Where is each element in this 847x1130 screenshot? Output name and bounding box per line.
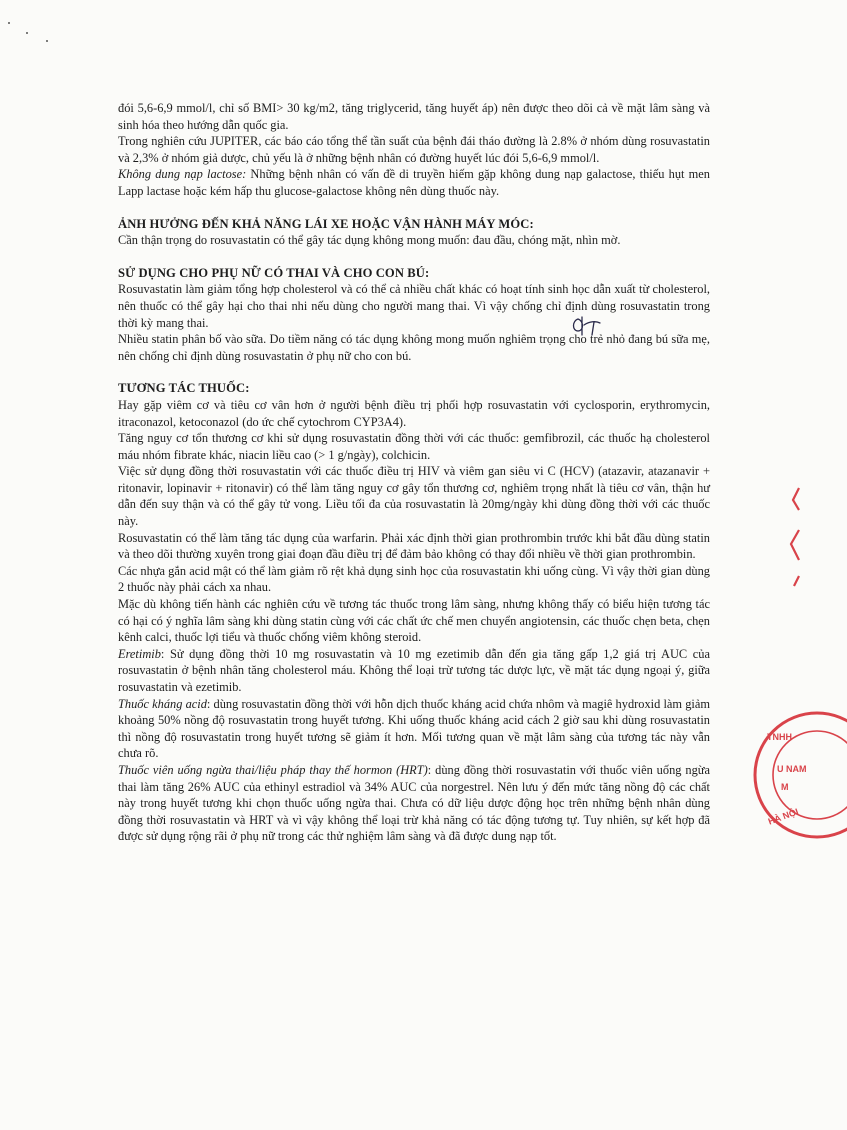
red-edge-mark bbox=[787, 480, 799, 600]
scan-speck bbox=[26, 32, 28, 34]
ezetimib-label: Eretimib bbox=[118, 646, 161, 661]
scan-speck bbox=[8, 22, 10, 24]
paragraph-interaction-3: Việc sử dụng đồng thời rosuvastatin với các thuốc điều trị HIV và viêm gan siêu vi C (HCV) (atazavir, atazanavir + ritonavir, lopinavir + ritonavir) có thể làm tăng nguy cơ gây tổn thương cơ, nghiêm trọng nhất là tiêu cơ vân, thận hư dẫn đến suy thận và có thể gây tử vong. Liều tối đa của rosuvastatin là 20mg/ngày khi dùng đồng thời với các thuốc này. bbox=[118, 464, 710, 529]
contraceptive-text: : dùng đồng thời rosuvastatin với thuốc viên uống ngừa thai làm tăng 26% AUC của ethinyl estradiol và 34% AUC của norgestrel. Nên lưu ý đến mức tăng nồng độ các chất này trong huyết tương khi chọn thuốc uống ngừa thai. Chưa có dữ liệu dược động học trên những bệnh nhân dùng đồng thời rosuvastatin và HRT và vì vậy không thể loại trừ khả năng có tác động tương tự. Tuy nhiên, sự kết hợp đã được sử dụng rộng rãi ở phụ nữ trong các thử nghiệm lâm sàng và đã được dung nạp tốt. bbox=[118, 762, 710, 844]
paragraph-contraceptive bbox=[118, 762, 710, 845]
lactose-text: Những bệnh nhân có vấn đề di truyền hiếm gặp không dung nạp galactose, thiếu hụt men Lapp lactase hoặc kém hấp thu glucose-galactose không nên dùng thuốc này. bbox=[118, 167, 710, 198]
paragraph-interaction-6: Mặc dù không tiến hành các nghiên cứu về tương tác thuốc trong lâm sàng, nhưng không thấy có biểu hiện tương tác có hại có ý nghĩa lâm sàng khi dùng statin cùng với các chất ức chế men chuyển angiotensin, các thuốc chẹn beta, chẹn kênh calci, thuốc lợi tiểu và thuốc chống viêm không steroid. bbox=[118, 597, 710, 645]
paragraph-interaction-4: Rosuvastatin có thể làm tăng tác dụng của warfarin. Phải xác định thời gian prothrombin trước khi bắt đầu dùng statin và theo dõi thường xuyên trong giai đoạn đầu điều trị để đảm bảo không có thay đổi nhiều về thời gian prothrombin. bbox=[118, 530, 710, 562]
antacid-label: Thuốc kháng acid bbox=[118, 696, 207, 711]
paragraph-lactose bbox=[118, 166, 710, 199]
stamp-text-3: M bbox=[781, 782, 789, 792]
heading-driving: ẢNH HƯỞNG ĐẾN KHẢ NĂNG LÁI XE HOẶC VẬN HÀNH MÁY MÓC: bbox=[118, 216, 534, 231]
stamp-text-2: U NAM bbox=[777, 764, 807, 774]
paragraph-ezetimib bbox=[118, 646, 710, 696]
paragraph-antacid bbox=[118, 696, 710, 762]
paragraph-pregnancy-2: Nhiều statin phân bố vào sữa. Do tiềm năng có tác dụng không mong muốn nghiêm trọng cho trẻ nhỏ đang bú sữa mẹ, nên chống chỉ định dùng rosuvastatin ở phụ nữ cho con bú. bbox=[118, 332, 710, 363]
lactose-label: Không dung nạp lactose: bbox=[118, 167, 247, 182]
paragraph-interaction-2: Tăng nguy cơ tổn thương cơ khi sử dụng rosuvastatin đồng thời với các thuốc: gemfibrozil, các thuốc hạ cholesterol máu nhóm fibrate khác, niacin liều cao (> 1 g/ngày), colchicin. bbox=[118, 431, 710, 462]
ezetimib-text: : Sử dụng đồng thời 10 mg rosuvastatin và 10 mg ezetimib dẫn đến gia tăng gấp 1,2 giá trị AUC của rosuvastatin ở bệnh nhân tăng cholesterol máu. Không thể loại trừ tương tác dược lực, về mặt tác dụng ngoại ý, giữa rosuvastatin và ezetimib. bbox=[118, 646, 710, 694]
paragraph-driving: Cần thận trọng do rosuvastatin có thể gây tác dụng không mong muốn: đau đầu, chóng mặt, nhìn mờ. bbox=[118, 233, 621, 248]
spacer bbox=[118, 364, 710, 380]
paragraph-interaction-1: Hay gặp viêm cơ và tiêu cơ vân hơn ở người bệnh điều trị phối hợp rosuvastatin với cyclosporin, erythromycin, itraconazol, ketoconazol (do ức chế cytochrom CYP3A4). bbox=[118, 397, 710, 429]
document-body bbox=[118, 100, 710, 845]
contraceptive-label: Thuốc viên uống ngừa thai/liệu pháp thay thế hormon (HRT) bbox=[118, 762, 428, 777]
spacer bbox=[118, 200, 710, 216]
antacid-text: : dùng rosuvastatin đồng thời với hỗn dịch thuốc kháng acid chứa nhôm và magiê hydroxid làm giảm khoảng 50% nồng độ rosuvastatin trong huyết tương. Khi uống thuốc kháng acid cách 2 giờ sau khi dùng rosuvastatin thì nồng độ rosuvastatin trong huyết tương sẽ giảm ít hơn. Mối tương quan về mặt lâm sàng của tương tác này vẫn chưa rõ. bbox=[118, 696, 710, 761]
heading-pregnancy: SỬ DỤNG CHO PHỤ NỮ CÓ THAI VÀ CHO CON BÚ: bbox=[118, 265, 430, 280]
stamp-text-4: HÀ NỘI bbox=[766, 806, 800, 827]
spacer bbox=[118, 249, 710, 265]
company-stamp bbox=[737, 700, 847, 850]
paragraph-bmi: đói 5,6-6,9 mmol/l, chỉ số BMI> 30 kg/m2, tăng triglycerid, tăng huyết áp) nên được theo dõi cả về mặt lâm sàng và sinh hóa theo hướng dẫn quốc gia. bbox=[118, 101, 710, 132]
paragraph-pregnancy-1: Rosuvastatin làm giảm tổng hợp cholesterol và có thể cả nhiều chất khác có hoạt tính sinh học dẫn xuất từ cholesterol, nên thuốc có thể gây hại cho thai nhi nếu dùng cho người mang thai. Vì vậy chống chỉ định dùng rosuvastatin trong thời kỳ mang thai. bbox=[118, 282, 710, 330]
paragraph-interaction-5: Các nhựa gắn acid mật có thể làm giảm rõ rệt khả dụng sinh học của rosuvastatin khi uống cùng. Vì vậy thời gian dùng 2 thuốc này phải cách xa nhau. bbox=[118, 563, 710, 595]
heading-interactions: TƯƠNG TÁC THUỐC: bbox=[118, 381, 250, 396]
paragraph-jupiter: Trong nghiên cứu JUPITER, các báo cáo tổng thể tần suất của bệnh đái tháo đường là 2.8% ở nhóm dùng rosuvastatin và 2,3% ở nhóm giả dược, chủ yếu là ở những bệnh nhân có đường huyết lúc đói 5,6-6,9 mmol/l. bbox=[118, 134, 710, 165]
scan-speck bbox=[46, 40, 48, 42]
handwritten-initial-mark bbox=[570, 313, 610, 339]
stamp-text-1: TNHH bbox=[767, 732, 792, 742]
